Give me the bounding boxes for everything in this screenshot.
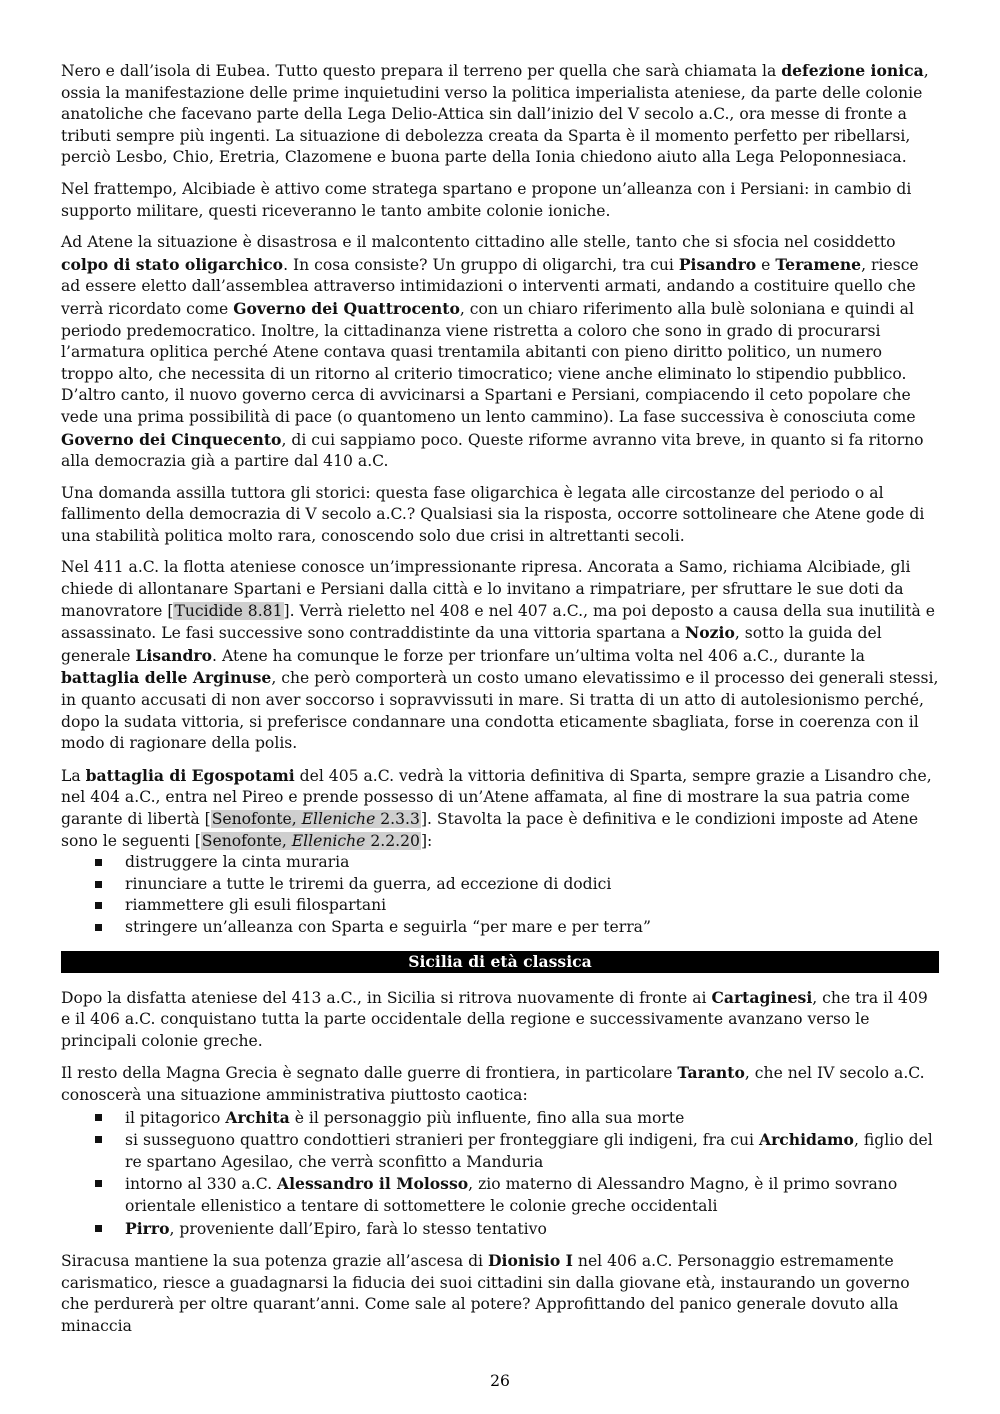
paragraph-egospotami: La battaglia di Egospotami del 405 a.C. vedrà la vittoria definitiva di Sparta, sempre grazie a Lisandro che, nel 404 a.C., entra nel Pireo e prende possesso di un’Atene affamata, al fine di mostrare la sua patria come garante di libertà [Senofonte, Elleniche 2.3.3]. Stavolta la pace è definitiva e le condizioni imposte ad Atene sono le seguenti [Senofonte, Elleniche 2.2.20]: [61,765,932,850]
bold-term: Taranto [677,1063,745,1083]
page-number: 26 [490,1372,510,1390]
page-body [61,60,939,1347]
bold-term: colpo di stato oligarchico [61,254,284,274]
paragraph-defezione-ionica: Nero e dall’isola di Eubea. Tutto questo prepara il terreno per quella che sarà chiamata la defezione ionica, ossia la manifestazione delle prime inquietudini verso la politica imperialista ateniese, da parte delle colonie anatoliche che facevano parte della Lega Delio-Attica sin dall’inizio del V secolo a.C., ora messe di fronte a tributi sempre più ingenti. La situazione di debolezza creata da Sparta è il momento perfetto per ribellarsi, perciò Lesbo, Chio, Eretria, Clazomene e buona parte della Ionia chiedono aiuto alla Lega Peloponnesiaca. [61,61,929,167]
list-item: riammettere gli esuli filospartani [125,895,939,917]
citation-highlight[interactable]: Senofonte, Elleniche 2.3.3 [211,810,420,828]
citation-highlight[interactable]: Tucidide 8.81 [174,601,283,620]
paragraph-domanda-storici: Una domanda assilla tuttora gli storici: questa fase oligarchica è legata alle circostanze del periodo o al fallimento della democrazia di V secolo a.C.? Qualsiasi sia la risposta, occorre sottolineare che Atene gode di una stabilità politica molto rara, conoscendo solo due crisi in altrettanti secoli. [61,483,925,545]
bold-term: Governo dei Quattrocento [233,298,460,318]
list-item: Pirro, proveniente dall’Epiro, farà lo stesso tentativo [125,1218,939,1241]
taranto-list [61,1107,939,1241]
bold-term: Nozio [685,623,735,643]
bold-term: Lisandro [135,645,213,665]
paragraph-cartaginesi: Dopo la disfatta ateniese del 413 a.C., in Sicilia si ritrova nuovamente di fronte ai Cartaginesi, che tra il 409 e il 406 a.C. conquistano tutta la parte occidentale della regione e successivamente avanzano verso le principali colonie greche. [61,987,928,1050]
list-item: stringere un’alleanza con Sparta e seguirla “per mare e per terra” [125,917,939,939]
bold-term: Teramene [775,254,862,274]
list-item: distruggere la cinta muraria [125,852,939,874]
list-item: rinunciare a tutte le triremi da guerra, ad eccezione di dodici [125,874,939,896]
paragraph-magna-grecia: Il resto della Magna Grecia è segnato dalle guerre di frontiera, in particolare Taranto, che nel IV secolo a.C. conoscerà una situazione amministrativa piuttosto caotica: [61,1063,925,1104]
bold-term: Dionisio I [488,1251,573,1271]
paragraph-colpo-di-stato: Ad Atene la situazione è disastrosa e il malcontento cittadino alle stelle, tanto che si sfocia nel cosiddetto colpo di stato oligarchico. In cosa consiste? Un gruppo di oligarchi, tra cui Pisandro e Teramene, riesce ad essere eletto dall’assemblea attraverso intimidazioni o interventi armati, andando a costituire quello che verrà ricordato come Governo dei Quattrocento, con un chiaro riferimento alla bulè soloniana e quindi al periodo predemocratico. Inoltre, la cittadinanza viene ristretta a coloro che sono in grado di procurarsi l’armatura oplitica perché Atene contava quasi trentamila abitanti con pieno diritto politico, un numero troppo alto, che necessita di un ritorno al criterio timocratico; viene anche eliminato lo stipendio pubblico. D’altro canto, il nuovo governo cerca di avvicinarsi a Spartani e Persiani, compiacendo il ceto popolare che vede una prima possibilità di pace (o quantomeno un lento cammino). La fase successiva è conosciuta come Governo dei Cinquecento, di cui sappiamo poco. Queste riforme avranno vita breve, in quanto si fa ritorno alla democrazia già a partire dal 410 a.C. [61,233,924,471]
bold-term: Pisandro [678,254,757,274]
peace-conditions-list [61,852,939,938]
citation-highlight[interactable]: Senofonte, Elleniche 2.2.20 [201,831,420,850]
bold-term: defezione ionica [781,61,924,80]
bold-term: Cartaginesi [711,987,813,1007]
paragraph-flotta-ateniese: Nel 411 a.C. la flotta ateniese conosce un’impressionante ripresa. Ancorata a Samo, richiama Alcibiade, gli chiede di allontanare Spartani e Persiani dalla città e lo invitano a rimpatriare, per sfruttare le sue doti da manovratore [Tucidide 8.81]. Verrà rieletto nel 408 e nel 407 a.C., ma poi deposto a causa della sua inutilità e assassinato. Le fasi successive sono contraddistinte da una vittoria spartana a Nozio, sotto la guida del generale Lisandro. Atene ha comunque le forze per trionfare un’ultima volta nel 406 a.C., durante la battaglia delle Arginuse, che però comporterà un costo umano elevatissimo e il processo dei generali stessi, in quanto accusati di non aver soccorso i sopravvissuti in mare. Si tratta di un atto di autolesionismo perché, dopo la sudata vittoria, si preferisce condannare una condotta eticamente sbagliata, forse in coerenza con il modo di ragionare della polis. [61,558,939,753]
bold-term: Governo dei Cinquecento [61,429,282,449]
list-item: si susseguono quattro condottieri stranieri per fronteggiare gli indigeni, fra cui Archidamo, figlio del re spartano Agesilao, che verrà sconfitto a Manduria [125,1129,939,1173]
paragraph-siracusa: Siracusa mantiene la sua potenza grazie all’ascesa di Dionisio I nel 406 a.C. Personaggio estremamente carismatico, riesce a guadagnarsi la fiducia dei suoi cittadini sin dalla giovane età, instaurando un governo che perdurerà per oltre quarant’anni. Come sale al potere? Approfittando del panico generale dovuto alla minaccia [61,1251,910,1335]
list-item: intorno al 330 a.C. Alessandro il Molosso, zio materno di Alessandro Magno, è il primo sovrano orientale ellenistico a tentare di sottomettere le colonie greche occidentali [125,1173,939,1217]
list-item: il pitagorico Archita è il personaggio più influente, fino alla sua morte [125,1107,939,1130]
bold-term: battaglia delle Arginuse [61,668,272,688]
bold-term: battaglia di Egospotami [85,765,295,785]
section-heading: Sicilia di età classica [61,951,939,973]
paragraph-alcibiade: Nel frattempo, Alcibiade è attivo come stratega spartano e propone un’alleanza con i Persiani: in cambio di supporto militare, questi riceveranno le tanto ambite colonie ioniche. [61,179,912,220]
